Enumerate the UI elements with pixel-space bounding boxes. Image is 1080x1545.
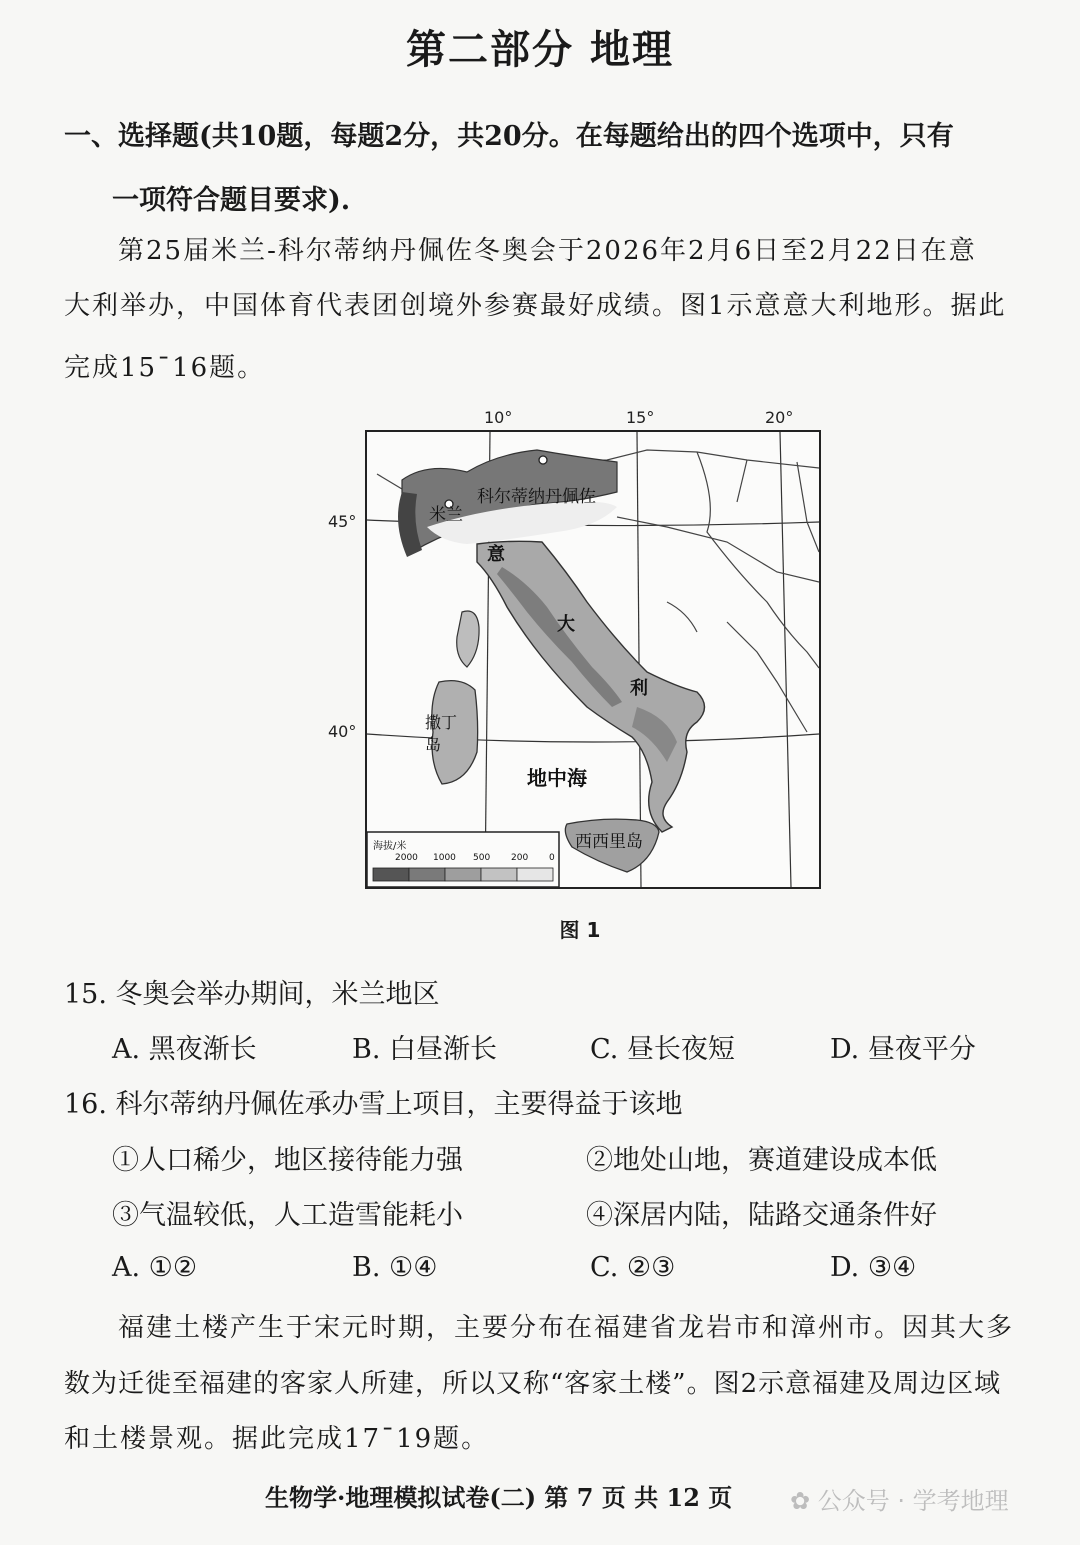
legend-swatch: [481, 868, 517, 881]
legend-tick-2000: 2000: [395, 853, 418, 863]
legend-swatch: [409, 868, 445, 881]
label-li: 利: [630, 678, 648, 699]
wechat-icon: ✿: [790, 1487, 818, 1515]
lat-label-40: 40°: [328, 722, 357, 741]
q16-option-a[interactable]: A. ①②: [112, 1252, 198, 1283]
legend-title: 海拔/米: [373, 841, 407, 852]
q15-option-b[interactable]: B. 白昼渐长: [352, 1034, 498, 1065]
q16-item-1: ①人口稀少，地区接待能力强: [112, 1145, 463, 1176]
q16-option-d[interactable]: D. ③④: [830, 1252, 917, 1283]
lon-label-20: 20°: [765, 408, 794, 427]
figure-caption: 图 1: [559, 918, 601, 942]
page-title: 第二部分 地理: [406, 26, 674, 73]
legend-swatch: [445, 868, 481, 881]
lon-label-15: 15°: [626, 408, 655, 427]
passage1-line2: 大利举办，中国体育代表团创境外参赛最好成绩。图1示意意大利地形。据此: [64, 291, 1007, 321]
q16-item-3: ③气温较低，人工造雪能耗小: [112, 1200, 463, 1231]
q16-item-4: ④深居内陆，陆路交通条件好: [586, 1200, 937, 1231]
label-sicily: 西西里岛: [575, 832, 643, 852]
legend-swatch: [373, 868, 409, 881]
q16-option-c[interactable]: C. ②③: [590, 1252, 676, 1283]
passage2-line1: 福建土楼产生于宋元时期，主要分布在福建省龙岩市和漳州市。因其大多: [118, 1313, 1015, 1343]
legend-bar: [373, 868, 553, 881]
watermark-text: 公众号 · 学考地理: [817, 1487, 1009, 1515]
page-footer: 生物学·地理模拟试卷(二) 第 7 页 共 12 页: [265, 1483, 733, 1512]
q16-option-b[interactable]: B. ①④: [352, 1252, 438, 1283]
q15-option-c[interactable]: C. 昼长夜短: [590, 1034, 735, 1065]
q15-option-d[interactable]: D. 昼夜平分: [830, 1034, 976, 1065]
legend-tick-500: 500: [473, 853, 491, 863]
legend-swatch: [517, 868, 553, 881]
legend-tick-1000: 1000: [433, 853, 456, 863]
lon-label-10: 10°: [484, 408, 513, 427]
passage2-line2: 数为迁徙至福建的客家人所建，所以又称“客家土楼”。图2示意福建及周边区域: [64, 1369, 1002, 1399]
label-milan: 米兰: [429, 505, 463, 525]
label-yi: 意: [487, 544, 505, 565]
q15-stem: 15. 冬奥会举办期间，米兰地区: [64, 979, 440, 1010]
q15-option-a[interactable]: A. 黑夜渐长: [112, 1034, 257, 1065]
legend-tick-0: 0: [549, 853, 555, 863]
label-da: 大: [557, 614, 575, 635]
q16-item-2: ②地处山地，赛道建设成本低: [586, 1145, 937, 1176]
passage1-line1: 第25届米兰-科尔蒂纳丹佩佐冬奥会于2026年2月6日至2月22日在意: [118, 236, 977, 266]
label-cortina: 科尔蒂纳丹佩佐: [477, 487, 596, 507]
cortina-marker: [539, 456, 547, 464]
section-heading-line1: 一、选择题(共10题，每题2分，共20分。在每题给出的四个选项中，只有: [64, 121, 954, 152]
italy-terrain-map: [365, 430, 821, 889]
lat-label-45: 45°: [328, 512, 357, 531]
section-heading-line2: 一项符合题目要求).: [112, 185, 351, 216]
passage1-line3: 完成15¯16题。: [64, 353, 266, 383]
label-sardinia: 撒丁岛: [425, 713, 458, 754]
label-mediterranean: 地中海: [527, 766, 587, 790]
q16-stem: 16. 科尔蒂纳丹佩佐承办雪上项目，主要得益于该地: [64, 1089, 683, 1120]
legend-tick-200: 200: [511, 853, 529, 863]
corsica: [457, 611, 479, 667]
passage2-line3: 和土楼景观。据此完成17¯19题。: [64, 1424, 490, 1454]
watermark: [790, 1481, 1009, 1516]
